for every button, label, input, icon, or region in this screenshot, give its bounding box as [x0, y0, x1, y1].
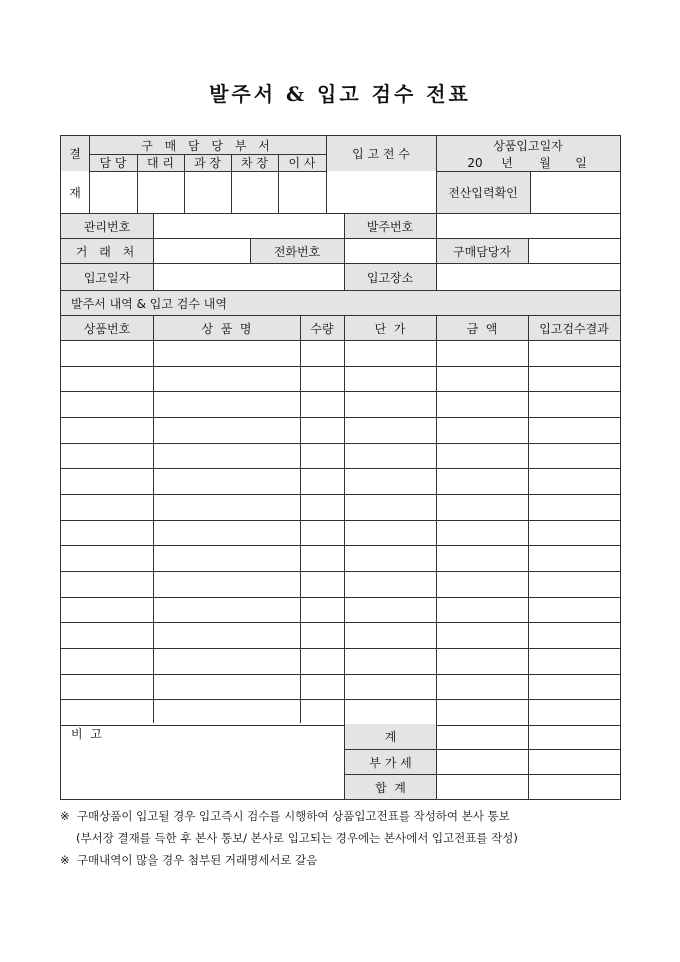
col-product-no: 상품번호	[61, 316, 153, 340]
vendor-label: 거 래 처	[61, 239, 153, 263]
table-row-line	[61, 597, 620, 598]
phone-label: 전화번호	[250, 239, 344, 263]
remarks-label: 비 고	[71, 726, 102, 741]
vendor-field[interactable]	[153, 239, 250, 263]
date-month: 월	[539, 156, 551, 170]
in-place-field[interactable]	[436, 264, 620, 290]
subtotal-label: 계	[345, 724, 436, 749]
table-row-line	[61, 648, 620, 649]
in-date-label: 입고일자	[61, 264, 153, 290]
in-date-field[interactable]	[153, 264, 344, 290]
order-no-label: 발주번호	[344, 214, 436, 238]
position-deputy-gm: 차 장	[241, 156, 268, 170]
buyer-label: 구매담당자	[436, 239, 528, 263]
table-row-line	[61, 545, 620, 546]
table-row-line	[61, 674, 620, 675]
table-row-line	[61, 571, 620, 572]
position-staff: 담 당	[99, 156, 127, 170]
position-assistant-manager: 대 리	[147, 156, 174, 170]
note-3: ※ 구매내역이 많을 경우 첨부된 거래명세서로 갈음	[60, 853, 318, 867]
in-place-label: 입고장소	[344, 264, 436, 290]
mgmt-no-field[interactable]	[153, 214, 344, 238]
remarks-field[interactable]	[61, 742, 344, 799]
table-row-line	[61, 622, 620, 623]
note-1: ※ 구매상품이 입고될 경우 입고즉시 검수를 시행하여 상품입고전표를 작성하여 본사 통보	[60, 809, 510, 823]
date-20: 20	[467, 155, 483, 170]
col-unit-price: 단 가	[344, 316, 436, 340]
mgmt-no-label: 관리번호	[61, 214, 153, 238]
col-product-name: 상 품 명	[153, 316, 300, 340]
table-row-line	[61, 494, 620, 495]
page-title: 발주서 & 입고 검수 전표	[209, 82, 471, 106]
position-director: 이 사	[288, 156, 316, 170]
approval-gyeol: 결	[69, 147, 81, 161]
date-year: 년	[501, 156, 513, 170]
total-label: 합 계	[345, 775, 436, 799]
table-row-line	[61, 391, 620, 392]
order-no-field[interactable]	[436, 214, 620, 238]
note-2: (부서장 결재를 득한 후 본사 통보/ 본사로 입고되는 경우에는 본사에서 입고전표를 작성)	[76, 831, 518, 845]
section-title: 발주서 내역 & 입고 검수 내역	[61, 291, 620, 315]
table-row-line	[61, 443, 620, 444]
table-row-line	[61, 366, 620, 367]
buyer-field[interactable]	[528, 239, 620, 263]
approval-jae: 재	[69, 185, 81, 200]
col-quantity: 수량	[300, 316, 344, 340]
table-row-line	[61, 520, 620, 521]
table-row-line	[61, 417, 620, 418]
purchasing-dept-header: 구 매 담 당 부 서	[141, 138, 274, 153]
col-inspection-result: 입고검수결과	[528, 316, 620, 340]
receipt-inspection-label: 입 고 전 수	[352, 147, 410, 161]
vat-label: 부 가 세	[345, 750, 436, 774]
computer-entry-label: 전산입력확인	[448, 185, 518, 200]
phone-field[interactable]	[344, 239, 436, 263]
table-row-line	[61, 340, 620, 341]
position-manager: 과 장	[194, 156, 221, 170]
table-row-line	[61, 699, 620, 700]
col-amount: 금 액	[436, 316, 528, 340]
table-row-line	[61, 468, 620, 469]
arrival-date-label: 상품입고일자	[493, 138, 563, 153]
date-day: 일	[575, 156, 587, 170]
